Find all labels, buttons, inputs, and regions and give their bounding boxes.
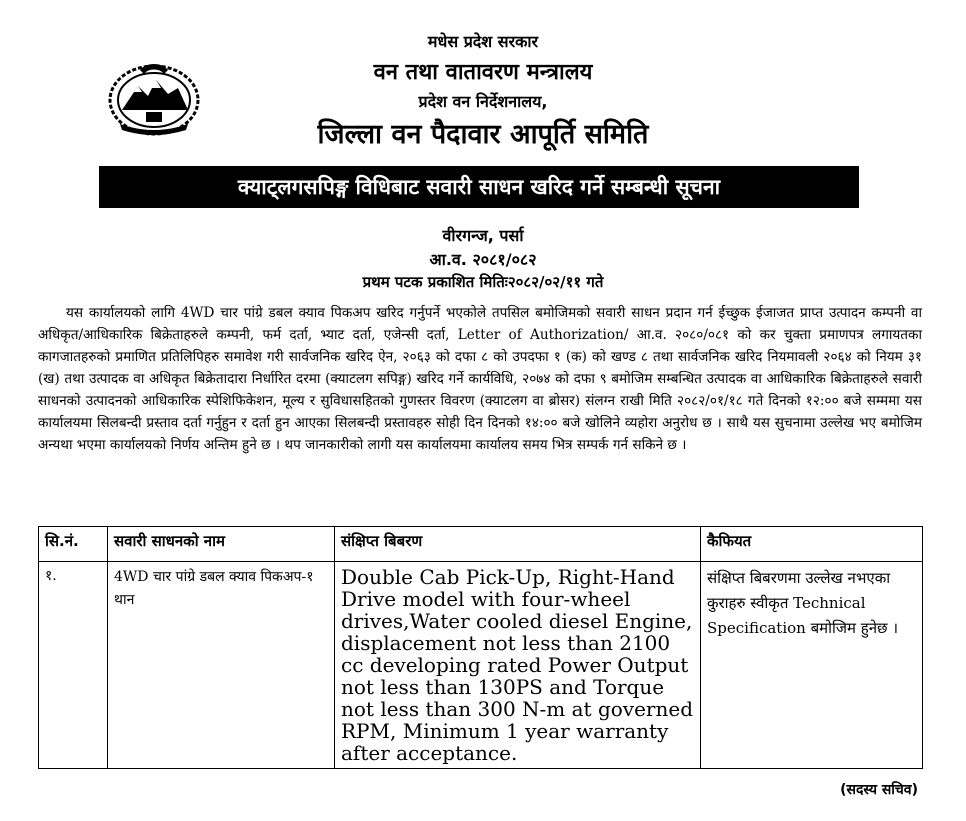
table-header-row [39,527,923,562]
header-vehicle-name: सवारी साधनको नाम [108,527,335,562]
cell-remarks: संक्षिप्त बिबरणमा उल्लेख नभएका कुराहरु स्वीकृत Technical Specification बमोजिम हुनेछ । [701,562,923,769]
signature: (सदस्य सचिव) [840,782,918,798]
notice-paragraph: यस कार्यालयको लागि 4WD चार पांग्रे डबल क्याव पिकअप खरिद गर्नुपर्ने भएकोले तपसिल बमोजिमको सवारी साधन प्रदान गर्न ईच्छुक ईजाजत प्राप्त उत्पादन कम्पनी वा अधिकृत/आधिकारिक बिक्रेताहरुले कम्पनी, फर्म दर्ता, भ्याट दर्ता, एजेन्सी दर्ता, Letter of Authorization/ आ.व. २०८०/०८१ को कर चुक्ता प्रमाणपत्र लगायतका कागजातहरुको प्रमाणित प्रतिलिपिहरु समावेश गरी सार्वजनिक खरिद ऐन, २०६३ को दफा ८ को उपदफा १ (क) को खण्ड ८ तथा सार्वजनिक खरिद नियमावली २०६४ को नियम ३१ (ख) तथा उत्पादक वा अधिकृत बिक्रेतादारा निर्धारित दरमा (क्याटलग सपिङ्ग) खरिद गर्ने कार्यविधि, २०७४ को दफा ९ बमोजिम सम्बन्धित उत्पादक वा आधिकारिक बिक्रेताहरुले सवारी साधनको उत्पादनको आधिकारिक स्पेशिफिकेशन, मूल्य र सुविधासहितको गुणस्तर विवरण (क्याटलग वा ब्रोसर) संलग्न राखी मिति २०८२/०१/१८ गते दिनको १२:०० बजे सम्ममा यस कार्यालयमा सिलबन्दी प्रस्ताव दर्ता गर्नुहुन र दर्ता हुन आएका सिलबन्दी प्रस्तावहरु सोही दिन दिनको १४:०० बजे खोलिने व्यहोरा अनुरोध छ । साथै यस सुचनामा उल्लेख भए बमोजिम अन्यथा भएमा कार्यालयको निर्णय अन्तिम हुने छ । थप जानकारीको लागी यस कार्यालयमा कार्यालय समय भित्र सम्पर्क गर्न सकिने छ । [38,305,923,453]
location: वीरगन्ज, पर्सा [442,226,524,245]
cell-vehicle-name: 4WD चार पांग्रे डबल क्याव पिकअप-१ थान [108,562,335,769]
cell-serial: १. [39,562,108,769]
committee-name: जिल्ला वन पैदावार आपूर्ति समिति [317,119,649,150]
header-description: संक्षिप्त बिबरण [335,527,701,562]
government-name: मधेस प्रदेश सरकार [427,32,539,51]
directorate-name: प्रदेश वन निर्देशनालय, [418,92,548,111]
ministry-name: वन तथा वातावरण मन्त्रालय [373,60,593,85]
vehicle-spec-table [38,526,923,769]
header-remarks: कैफियत [701,527,923,562]
table-row [39,562,923,769]
cell-description: Double Cab Pick-Up, Right-Hand Drive model with four-wheel drives,Water cooled diesel Engine, displacement not less than 2100 cc developing rated Power Output not less than 130PS and Torque not less than 300 N-m at governed RPM, Minimum 1 year warranty after acceptance. [335,562,701,769]
notice-title-banner [99,166,859,208]
fiscal-year: आ.व. २०८१/०८२ [429,250,537,269]
header-serial: सि.नं. [39,527,108,562]
notice-title: क्याट्लगसपिङ्ग विधिबाट सवारी साधन खरिद गर्ने सम्बन्धी सूचना [237,175,721,199]
published-date: प्रथम पटक प्रकाशित मितिः२०८२/०२/११ गते [362,273,604,291]
